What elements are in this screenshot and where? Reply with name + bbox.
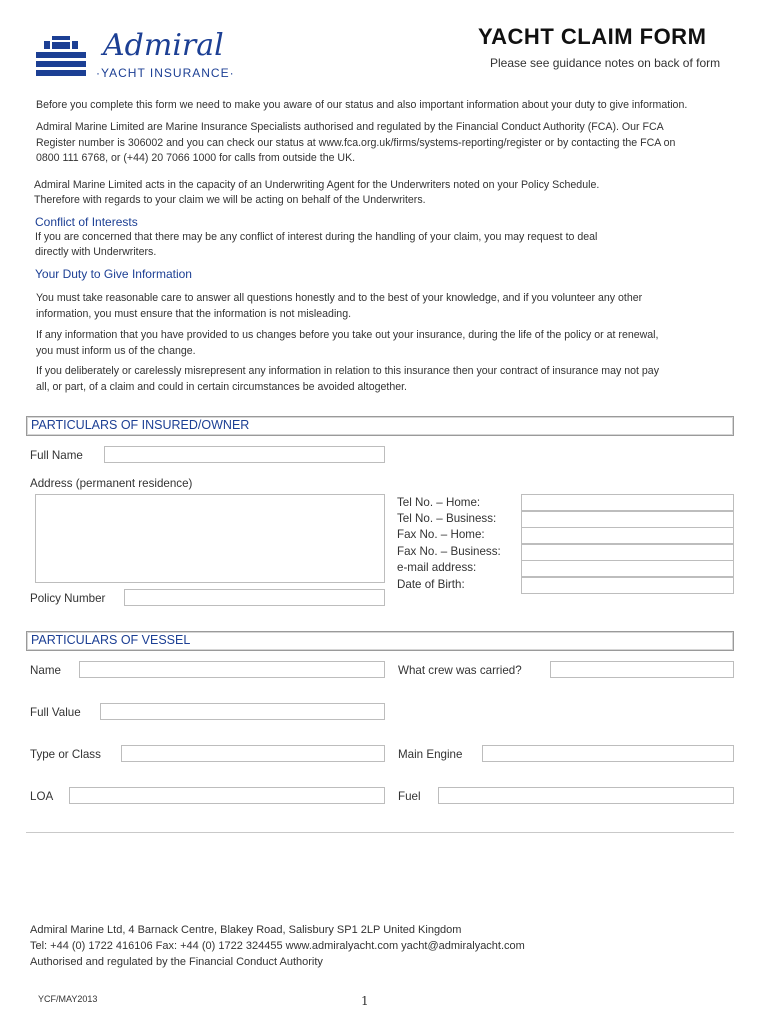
tel-home-input[interactable] [521, 494, 734, 511]
duty-p3-line: If you deliberately or carelessly misrepresent any information in relation to this insurance then your contract of insurance may not pay [36, 365, 659, 377]
duty-paragraph-3 [36, 364, 659, 395]
duty-p1-line: You must take reasonable care to answer all questions honestly and to the best of your knowledge, and if you volunteer any other [36, 292, 643, 304]
email-input[interactable] [521, 560, 734, 577]
tel-business-label: Tel No. – Business: [397, 512, 497, 525]
duty-p2-line: you must inform us of the change. [36, 344, 196, 357]
duty-p2-line: If any information that you have provided to us changes before you take out your insurance, during the life of the policy or at renewal, [36, 329, 659, 341]
duty-heading: Your Duty to Give Information [35, 267, 192, 281]
policy-number-label: Policy Number [30, 592, 106, 605]
address-label: Address (permanent residence) [30, 477, 193, 490]
vessel-section-title: PARTICULARS OF VESSEL [31, 633, 191, 647]
insured-section-header [26, 416, 734, 436]
policy-number-input[interactable] [124, 589, 385, 606]
intro-paragraph-2 [36, 120, 675, 167]
fuel-label: Fuel [398, 790, 421, 803]
intro-paragraph-1: Before you complete this form we need to make you aware of our status and also important information about your duty to give information. [36, 99, 688, 111]
intro-paragraph-3 [34, 178, 599, 207]
full-value-label: Full Value [30, 706, 81, 719]
insured-section-title: PARTICULARS OF INSURED/OWNER [31, 418, 250, 432]
crew-input[interactable] [550, 661, 734, 678]
conflict-line: directly with Underwriters. [35, 245, 157, 258]
conflict-paragraph [35, 230, 597, 259]
footer-address: Admiral Marine Ltd, 4 Barnack Centre, Blakey Road, Salisbury SP1 2LP United Kingdom [30, 924, 462, 936]
conflict-line: If you are concerned that there may be any conflict of interest during the handling of your claim, you may request to deal [35, 231, 598, 243]
full-name-input[interactable] [104, 446, 385, 463]
fuel-input[interactable] [438, 787, 734, 804]
email-label: e-mail address: [397, 561, 477, 574]
intro-p2-line: 0800 111 6768, or (+44) 20 7066 1000 for calls from outside the UK. [36, 152, 356, 165]
section-divider [26, 832, 734, 833]
duty-paragraph-2 [36, 328, 658, 359]
crew-label: What crew was carried? [398, 664, 522, 677]
duty-p3-line: all, or part, of a claim and could in certain circumstances be avoided altogether. [36, 380, 407, 393]
conflict-heading: Conflict of Interests [35, 215, 138, 229]
vessel-name-label: Name [30, 664, 61, 677]
fax-home-input[interactable] [521, 527, 734, 544]
loa-label: LOA [30, 790, 54, 803]
fax-business-input[interactable] [521, 544, 734, 561]
type-class-label: Type or Class [30, 748, 101, 761]
intro-p3-line: Therefore with regards to your claim we will be acting on behalf of the Underwriters. [34, 193, 426, 206]
intro-p3-line: Admiral Marine Limited acts in the capacity of an Underwriting Agent for the Underwriters noted on your Policy Schedule. [34, 179, 600, 191]
duty-p1-line: information, you must ensure that the information is not misleading. [36, 307, 352, 320]
fax-business-label: Fax No. – Business: [397, 545, 501, 558]
intro-p2-line: Register number is 306002 and you can check our status at www.fca.org.uk/firms/systems-reporting/register or by contacting the FCA on [36, 136, 676, 149]
form-title: YACHT CLAIM FORM [478, 24, 707, 49]
tel-home-label: Tel No. – Home: [397, 496, 481, 509]
form-subtitle: Please see guidance notes on back of form [490, 56, 721, 70]
vessel-section-header [26, 631, 734, 651]
admiral-logo-icon [36, 36, 86, 76]
full-value-input[interactable] [100, 703, 385, 720]
address-input[interactable] [35, 494, 385, 583]
footer-regulated: Authorised and regulated by the Financial Conduct Authority [30, 956, 323, 968]
footer-contact: Tel: +44 (0) 1722 416106 Fax: +44 (0) 1722 324455 www.admiralyacht.com yacht@admiralyacht.com [30, 940, 525, 952]
main-engine-input[interactable] [482, 745, 734, 762]
main-engine-label: Main Engine [398, 748, 463, 761]
tel-business-input[interactable] [521, 511, 734, 528]
brand-tagline: ·YACHT INSURANCE· [96, 66, 235, 80]
vessel-name-input[interactable] [79, 661, 385, 678]
form-code: YCF/MAY2013 [38, 994, 98, 1004]
brand-name: Admiral [103, 28, 224, 63]
dob-input[interactable] [521, 577, 734, 594]
type-class-input[interactable] [121, 745, 385, 762]
intro-p2-line: Admiral Marine Limited are Marine Insurance Specialists authorised and regulated by the Financial Conduct Authority (FCA). Our FCA [36, 121, 664, 133]
full-name-label: Full Name [30, 449, 83, 462]
page-number: 1 [361, 994, 369, 1008]
fax-home-label: Fax No. – Home: [397, 528, 485, 541]
loa-input[interactable] [69, 787, 385, 804]
dob-label: Date of Birth: [397, 578, 465, 591]
duty-paragraph-1 [36, 291, 642, 322]
